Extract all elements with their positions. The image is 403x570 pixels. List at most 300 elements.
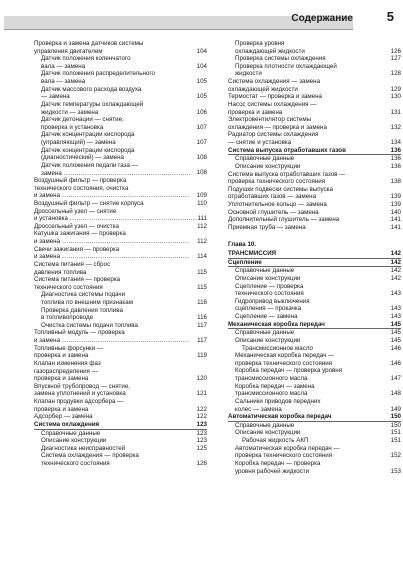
toc-entry-line: Система выпуска отработавших газов — (228, 170, 346, 178)
toc-entry-line: и замена (34, 253, 61, 261)
toc-page-number: 145 (390, 320, 401, 328)
toc-page-number: 147 (390, 375, 401, 383)
toc-entry-line: проверка технического состояния (235, 452, 333, 460)
toc-entry-line: Диагностика неисправностей (41, 444, 126, 452)
toc-entry (34, 40, 207, 55)
toc-page-number: 123 (196, 420, 207, 428)
toc-entry (228, 283, 401, 298)
toc-entry-title (228, 259, 391, 267)
toc-entry (34, 383, 207, 398)
toc-entry-line: охлаждающей жидкости (235, 47, 305, 55)
toc-page-number: 150 (390, 421, 401, 429)
dot-leader: ............................................................ (61, 169, 192, 177)
toc-entry-title (228, 147, 391, 155)
toc-entry-line: Автоматическая коробка передач (228, 413, 332, 421)
toc-entry-line: Датчик температуры охлаждающей (41, 100, 144, 108)
toc-entry-line: Топливный модуль — проверка (34, 329, 125, 337)
toc-entry-line: Система охлаждения — замена (228, 78, 321, 86)
toc-entry-line: Система питания — сброс (34, 260, 111, 268)
toc-entry-title (34, 246, 197, 261)
toc-entry-title (235, 40, 391, 55)
toc-page-number: 136 (390, 146, 401, 154)
toc-section (228, 259, 401, 268)
toc-entry-line: Впускной трубопровод — снятие, (34, 382, 130, 390)
dot-leader: ............................................................ (60, 192, 190, 200)
toc-entry-title (41, 116, 197, 131)
toc-page-number: 146 (390, 344, 401, 352)
toc-page-number: 143 (390, 313, 401, 321)
toc-page-number: 123 (196, 429, 207, 437)
toc-entry-line: трансмиссионного масла (235, 375, 308, 383)
toc-entry-line: Сцепление — замена (235, 313, 298, 321)
toc-entry-line: Система питания — проверка (34, 276, 121, 284)
toc-entry-title (235, 337, 391, 345)
toc-entry-line: Описание конструкции (41, 437, 107, 445)
toc-entry-line: Описание конструкции (235, 162, 301, 170)
toc-entry-line: Дроссельный узел — очистка (34, 222, 119, 230)
toc-entry-title (34, 230, 197, 245)
toc-page-number: 139 (390, 193, 401, 201)
toc-entry-line: (диагностический) — замена (41, 154, 124, 162)
toc-entry-title (34, 40, 197, 55)
toc-entry-line: трансмиссионного масла (235, 390, 308, 398)
toc-entry-title (235, 163, 391, 171)
toc-entry (228, 40, 401, 55)
toc-page-number: 149 (390, 405, 401, 413)
toc-entry-title (235, 267, 391, 275)
toc-section (34, 421, 207, 430)
toc-page-number: 115 (197, 268, 207, 276)
toc-entry-line: проверка и замена (34, 352, 89, 360)
toc-entry-line: Проверка и замена датчиков системы (34, 40, 144, 47)
toc-entry-line: давления топлива (34, 268, 87, 276)
toc-entry-line: Очистка системы подачи топлива (41, 321, 138, 329)
toc-right-column (228, 40, 401, 475)
toc-page-number: 142 (390, 250, 401, 258)
toc-entry-line: замена (41, 169, 62, 177)
toc-entry-line: проверка и замена (34, 405, 89, 413)
toc-entry (34, 360, 207, 383)
toc-page-number: 119 (197, 352, 207, 360)
toc-page-number: 125 (196, 444, 207, 452)
toc-entry-title (242, 345, 391, 353)
toc-entry-title (41, 131, 197, 146)
toc-entry-title (235, 329, 391, 337)
toc-page-number: 151 (390, 437, 401, 445)
toc-entry (34, 291, 207, 306)
toc-entry (228, 101, 401, 116)
toc-entry (34, 261, 207, 276)
toc-entry-line: Описание конструкции (235, 336, 301, 344)
toc-entry-title (228, 101, 391, 116)
toc-entry (34, 307, 207, 322)
toc-entry-line: Дополнительный глушитель — замена (228, 216, 340, 224)
toc-page-number: 140 (390, 208, 401, 216)
toc-entry-title (228, 78, 391, 93)
toc-entry-title (235, 283, 391, 298)
toc-page-number: 141 (390, 216, 401, 224)
page-number: 5 (386, 9, 394, 24)
toc-entry-title (228, 186, 391, 201)
toc-entry (34, 200, 207, 208)
toc-entry-title (228, 250, 391, 258)
toc-page-number: 107 (196, 123, 207, 131)
toc-page-number: 128 (390, 70, 401, 78)
toc-entry-line: Сцепление — проверка (235, 282, 304, 290)
toc-page-number: 143 (390, 305, 401, 313)
toc-page-number: 131 (390, 108, 401, 116)
toc-entry-line: Проверка давления топлива (41, 306, 123, 314)
toc-entry-line: Справочные данные (41, 429, 101, 437)
toc-entry-line: Гидропривод выключения (235, 297, 310, 305)
toc-entry-line: проверка технического состояния (228, 178, 326, 186)
toc-entry (228, 275, 401, 283)
toc-page-number: 105 (196, 93, 207, 101)
toc-entry-title (235, 367, 391, 382)
toc-entry-line: проверка и замена (228, 108, 283, 116)
toc-entry (228, 383, 401, 398)
toc-entry (228, 155, 401, 163)
toc-entry-line: Электровентилятор системы (228, 116, 312, 124)
toc-entry-title (228, 116, 391, 131)
toc-entry-title (34, 413, 197, 421)
toc-entry (34, 101, 207, 116)
toc-page-number: 116 (197, 314, 207, 322)
toc-page-number: 151 (390, 429, 401, 437)
toc-entry (228, 116, 401, 131)
toc-entry (34, 398, 207, 413)
toc-entry (34, 86, 207, 101)
toc-entry-title (235, 313, 391, 321)
toc-entry (228, 345, 401, 353)
toc-entry-line: Механическая коробка передач (228, 320, 325, 328)
toc-entry-title (235, 55, 391, 63)
toc-entry-line: управления двигателем (34, 47, 103, 55)
toc-entry-line: Коробка передач — проверка (235, 459, 321, 467)
toc-entry (228, 329, 401, 337)
toc-entry (34, 276, 207, 291)
toc-entry-title (228, 241, 401, 249)
toc-entry-line: ТРАНСМИССИЯ (228, 250, 277, 258)
toc-entry (228, 445, 401, 460)
toc-entry-line: Датчик концентрации кислорода (41, 146, 135, 154)
toc-entry (228, 224, 401, 232)
toc-entry-title (228, 171, 391, 186)
toc-page-number: 143 (390, 290, 401, 298)
toc-entry-title (235, 429, 391, 437)
toc-entry (34, 116, 207, 131)
toc-entry-line: Глава 10. (228, 240, 257, 248)
toc-page-number: 152 (390, 452, 401, 460)
toc-entry-line: и установка (34, 215, 68, 223)
toc-entry-line: проверка и установка (41, 123, 104, 131)
toc-entry-line: топлива по внешним признакам (41, 299, 133, 307)
toc-entry-title (41, 101, 197, 116)
toc-entry-line: Система выпуска отработавших газов (228, 146, 346, 154)
toc-entry-line: Воздушный фильтр — проверка (34, 177, 127, 185)
toc-entry-line: Коробка передач — проверка уровня (235, 367, 343, 375)
toc-entry (228, 337, 401, 345)
toc-page-number: 138 (390, 178, 401, 186)
toc-entry-line: Термостат — проверка и замена (228, 93, 322, 101)
toc-entry-line: Проверка системы охлаждения (235, 55, 326, 63)
toc-entry-line: охлаждения — проверка и замена (228, 123, 327, 131)
toc-page-number: 146 (390, 359, 401, 367)
toc-entry (228, 93, 401, 101)
toc-page-number: 121 (196, 390, 207, 398)
toc-entry-title (34, 360, 197, 383)
toc-entry-line: Диагностика системы подачи (41, 291, 126, 299)
toc-page-number: 122 (196, 413, 207, 421)
toc-entry-title (34, 421, 197, 429)
page-header (0, 0, 403, 30)
toc-entry-title (41, 322, 197, 330)
toc-entry-line: Катушка зажигания — проверка (34, 230, 126, 238)
toc-entry-title (235, 383, 391, 398)
toc-entry-title (41, 162, 197, 177)
dot-leader: ............................................................ (60, 337, 190, 345)
toc-entry-line: Радиатор системы охлаждения (228, 131, 319, 139)
toc-entry-line: Дроссельный узел — снятие (34, 207, 117, 215)
toc-page-number: 120 (196, 375, 207, 383)
toc-entry-line: Клапан изменения фаз (34, 359, 101, 367)
toc-entry-line: Механическая коробка передач — (235, 352, 335, 360)
toc-entry-title (235, 460, 391, 475)
toc-entry (34, 452, 207, 467)
toc-entry-title (235, 398, 391, 413)
toc-page-number: 145 (390, 336, 401, 344)
toc-page-number: 141 (390, 223, 401, 231)
toc-entry-line: и замена (34, 337, 61, 345)
toc-entry-title (228, 321, 391, 329)
toc-entry-title (228, 216, 391, 224)
toc-left-column (34, 40, 207, 468)
toc-entry-title (228, 131, 391, 146)
toc-entry (34, 223, 207, 231)
toc-page-number: 107 (196, 139, 207, 147)
toc-page-number: 104 (196, 62, 207, 70)
toc-entry-line: жидкости (235, 70, 262, 78)
toc-entry-line: замена уплотнений и установка (34, 390, 126, 398)
toc-entry-line: технического состояния (235, 290, 304, 298)
toc-entry-title (41, 307, 197, 322)
toc-page-number: 112 (197, 238, 207, 246)
toc-entry-title (41, 445, 197, 453)
toc-entry (34, 55, 207, 70)
toc-entry-line: Рабочая жидкость АКП (242, 437, 309, 445)
toc-entry-line: — замена (41, 93, 70, 101)
toc-entry-line: Справочные данные (235, 267, 295, 275)
toc-entry (228, 298, 401, 313)
toc-entry (228, 352, 401, 367)
toc-entry-line: проверка и замена (34, 375, 89, 383)
toc-page-number: 129 (390, 85, 401, 93)
toc-entry (34, 430, 207, 438)
toc-entry-line: Датчик положения коленчатого (41, 55, 131, 63)
toc-page-number: 110 (197, 199, 207, 207)
toc-entry-line: в топливопроводе (41, 314, 94, 322)
toc-entry-line: газораспределения — (34, 367, 98, 375)
toc-entry-line: Проверка уровня (235, 40, 285, 47)
toc-entry (228, 216, 401, 224)
toc-page-number: 139 (390, 201, 401, 208)
toc-entry-title (34, 208, 198, 223)
toc-entry-line: проверка технического состояния (235, 359, 333, 367)
toc-entry-title (34, 223, 197, 231)
toc-entry-line: технического состояния (34, 283, 103, 291)
toc-entry-title (228, 93, 391, 101)
toc-entry-title (41, 452, 197, 467)
toc-entry-line: и замена (34, 238, 61, 246)
toc-entry-line: Автоматическая коробка передач — (235, 444, 340, 452)
toc-entry-title (34, 276, 197, 291)
toc-entry-title (235, 275, 391, 283)
toc-entry-line: Справочные данные (235, 329, 295, 337)
toc-entry-line: Насос системы охлаждения — (228, 100, 317, 108)
toc-entry-line: вала — замена (41, 62, 86, 70)
toc-entry-line: Датчик массового расхода воздуха (41, 85, 142, 93)
toc-entry (34, 162, 207, 177)
toc-page-number: 106 (196, 108, 207, 116)
toc-entry-title (242, 437, 391, 445)
toc-entry-line: технического состояния (41, 460, 110, 468)
toc-entry (228, 171, 401, 186)
toc-page-number: 132 (390, 123, 401, 131)
chapter-heading (228, 241, 401, 249)
toc-entry-title (235, 298, 391, 313)
toc-entry-line: отработавших газов — замена (228, 193, 317, 201)
toc-entry (34, 147, 207, 162)
toc-entry-line: Клапан продувки адсорбера — (34, 398, 124, 406)
toc-entry-title (41, 430, 197, 438)
toc-entry (34, 322, 207, 330)
toc-entry-line: Система охлаждения (34, 420, 100, 428)
toc-entry-title (228, 224, 391, 232)
toc-entry (228, 63, 401, 78)
toc-page-number: 127 (390, 55, 401, 63)
toc-entry (34, 70, 207, 85)
toc-entry-title (34, 398, 197, 413)
toc-page-number: 142 (390, 267, 401, 275)
dot-leader: ............................................................ (67, 215, 198, 223)
toc-entry-line: Датчик детонации — снятие, (41, 116, 124, 124)
toc-entry (34, 413, 207, 421)
toc-entry (228, 267, 401, 275)
toc-entry-line: Проверка плотности охлаждающей (235, 62, 337, 70)
toc-entry-title (41, 86, 197, 101)
toc-page-number: 134 (390, 139, 401, 147)
toc-entry-title (41, 70, 197, 85)
toc-page-number: 150 (390, 413, 401, 421)
toc-entry-title (34, 177, 197, 200)
toc-page-number: 114 (197, 253, 207, 261)
toc-entry-line: Коробка передач — замена (235, 382, 315, 390)
toc-page-number: 111 (197, 215, 207, 223)
toc-entry (228, 437, 401, 445)
toc-page-number: 117 (197, 337, 207, 345)
toc-entry-title (235, 63, 391, 78)
toc-entry-line: Воздушный фильтр — снятие корпуса (34, 199, 144, 207)
toc-page-number: 112 (197, 222, 207, 230)
toc-entry (228, 131, 401, 146)
toc-section (228, 321, 401, 330)
toc-page-number: 122 (196, 405, 207, 413)
toc-entry (34, 208, 207, 223)
toc-entry-line: Датчик положения педали газа — (41, 161, 138, 169)
toc-page-number: 153 (390, 467, 401, 475)
chapter-heading (228, 250, 401, 259)
toc-entry-line: Адсорбер — замена (34, 413, 93, 421)
toc-entry (228, 163, 401, 171)
toc-entry-line: — снятие и установка (228, 139, 292, 147)
toc-entry (34, 445, 207, 453)
toc-page-number: 117 (197, 321, 207, 329)
toc-entry (34, 437, 207, 445)
toc-entry-title (34, 383, 197, 398)
toc-entry-title (41, 437, 197, 445)
toc-entry-title (235, 352, 391, 367)
toc-page-number: 108 (196, 169, 207, 177)
toc-entry-line: Подушки подвески системы выпуска (228, 185, 333, 193)
toc-page-number: 123 (196, 437, 207, 445)
toc-entry-line: Датчик положения распределительного (41, 70, 155, 78)
toc-entry-line: Система охлаждения — проверка (41, 452, 139, 460)
toc-page-number: 115 (197, 283, 207, 291)
toc-entry-title (235, 422, 391, 430)
toc-entry-line: Датчик концентрации кислорода (41, 131, 135, 139)
toc-entry (228, 55, 401, 63)
toc-spacer (228, 232, 401, 239)
toc-entry (34, 246, 207, 261)
toc-entry (34, 345, 207, 360)
toc-page-number: 148 (390, 390, 401, 398)
toc-page-number: 105 (196, 78, 207, 86)
toc-entry-line: Приемная труба — замена (228, 223, 306, 231)
toc-entry-line: вала — замена (41, 78, 86, 86)
toc-entry (228, 78, 401, 93)
toc-entry-line: Сцепление (228, 258, 262, 266)
page-title: Содержание (291, 13, 353, 24)
toc-entry-line: Описание конструкции (235, 275, 301, 283)
toc-entry-line: охлаждающей жидкости (228, 85, 298, 93)
toc-page-number: 136 (390, 155, 401, 163)
toc-page-number: 126 (390, 47, 401, 55)
toc-page-number: 142 (390, 275, 401, 282)
toc-entry-title (34, 200, 197, 208)
toc-entry-line: Описание конструкции (235, 429, 301, 437)
toc-entry-title (34, 261, 197, 276)
toc-entry-title (41, 291, 197, 306)
dot-leader: ............................................................ (60, 238, 190, 246)
toc-entry (228, 460, 401, 475)
toc-entry-line: и замена (34, 192, 61, 200)
toc-entry-line: сцепления — прокачка (235, 305, 302, 313)
toc-entry (228, 186, 401, 201)
toc-section (228, 413, 401, 422)
toc-entry-line: уровня рабочей жидкости (235, 467, 310, 475)
dot-leader: ............................................................ (60, 253, 190, 261)
toc-entry-title (235, 445, 391, 460)
toc-page-number: 142 (390, 258, 401, 266)
toc-entry (228, 367, 401, 382)
toc-entry-line: Основной глушитель — замена (228, 208, 319, 216)
toc-entry (228, 422, 401, 430)
toc-page-number: 126 (196, 460, 207, 468)
toc-entry-line: технического состояния, очистка (34, 184, 129, 192)
toc-entry-title (41, 55, 197, 70)
toc-entry-line: жидкости — замена (41, 108, 99, 116)
toc-entry (34, 177, 207, 200)
